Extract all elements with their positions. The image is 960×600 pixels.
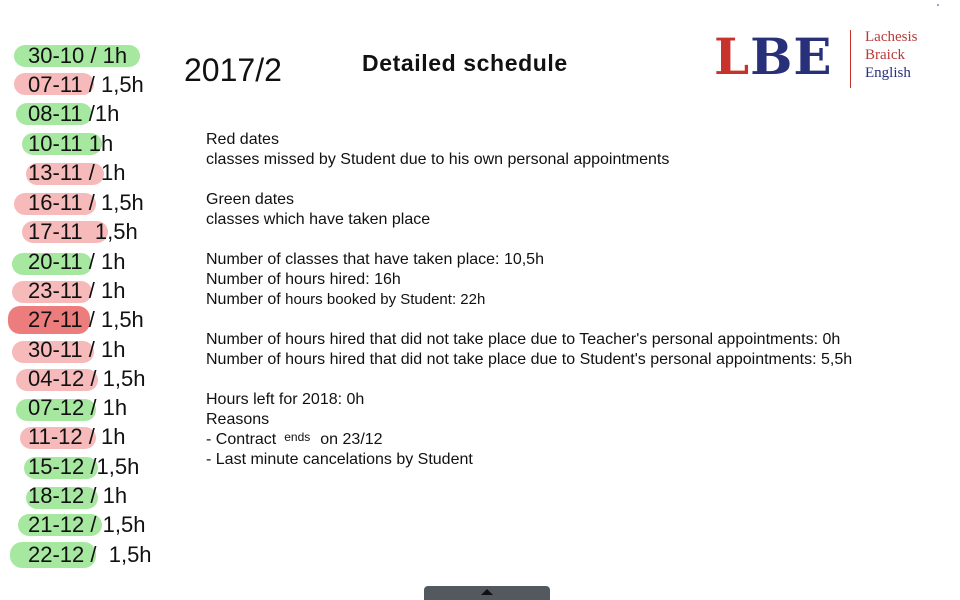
schedule-entry: 23-11 / 1h xyxy=(28,278,126,303)
logo-wordmark xyxy=(865,28,917,82)
schedule-entry: 27-11 / 1,5h xyxy=(28,307,144,332)
logo-word-lachesis: Lachesis xyxy=(865,29,918,45)
schedule-entry: 16-11 / 1,5h xyxy=(28,190,144,215)
schedule-entry: 15-12 /1,5h xyxy=(28,454,140,479)
stat-hours-hired: Number of hours hired: 16h xyxy=(206,271,401,288)
schedule-entry: 11-12 / 1h xyxy=(28,424,126,449)
schedule-entry: 08-11 /1h xyxy=(28,101,120,126)
red-dates-description: classes missed by Student due to his own personal appointments xyxy=(206,151,670,168)
schedule-entry: 10-11 1h xyxy=(28,131,114,156)
logo-letter-b: B xyxy=(750,27,794,86)
logo-word-english: English xyxy=(865,65,911,81)
schedule-entry: 18-12 / 1h xyxy=(28,483,128,508)
year-label: 2017/2 xyxy=(184,52,282,88)
stat-hours-booked-value: hours booked by Student: 22h xyxy=(285,291,486,308)
schedule-entry: 30-11 / 1h xyxy=(28,337,126,362)
logo-word-braick: Braick xyxy=(865,47,905,63)
red-dates-title: Red dates xyxy=(206,131,279,148)
corner-dot xyxy=(937,4,939,6)
schedule-entry: 30-10 / 1h xyxy=(28,43,128,68)
schedule-entry: 22-12 / 1,5h xyxy=(28,542,152,567)
reason-contract-c: on 23/12 xyxy=(320,431,383,448)
stat-hours-booked xyxy=(206,290,485,310)
schedule-entry: 21-12 / 1,5h xyxy=(28,512,146,537)
schedule-entry: 20-11 / 1h xyxy=(28,249,126,274)
lbe-logo xyxy=(714,28,934,90)
schedule-entry: 13-11 / 1h xyxy=(28,160,126,185)
schedule-entry: 07-12 / 1h xyxy=(28,395,128,420)
green-dates-title: Green dates xyxy=(206,191,295,208)
stat-hours-booked-prefix: Number of xyxy=(206,291,281,308)
reason-contract xyxy=(206,430,383,450)
logo-mark xyxy=(714,28,833,86)
hours-left: Hours left for 2018: 0h xyxy=(206,391,365,408)
stat-teacher-missed: Number of hours hired that did not take place due to Teacher's personal appointments: 0h xyxy=(206,331,841,348)
schedule-list xyxy=(0,0,190,580)
logo-divider xyxy=(850,30,851,88)
schedule-entry: 04-12 / 1,5h xyxy=(28,366,146,391)
logo-letter-e: E xyxy=(793,27,833,86)
schedule-entry: 17-11 1,5h xyxy=(28,219,138,244)
reason-cancelations: - Last minute cancelations by Student xyxy=(206,451,473,468)
caret-up-icon xyxy=(481,589,493,595)
stat-classes-taken: Number of classes that have taken place: 10,5h xyxy=(206,251,544,268)
expand-panel-tab[interactable] xyxy=(424,586,550,600)
green-dates-description: classes which have taken place xyxy=(206,211,431,228)
reason-contract-b: ends xyxy=(284,430,311,444)
reasons-title: Reasons xyxy=(206,411,270,428)
reason-contract-a: - Contract xyxy=(206,431,277,448)
schedule-entry: 07-11 / 1,5h xyxy=(28,72,144,97)
stat-student-missed: Number of hours hired that did not take place due to Student's personal appointments: 5,5h xyxy=(206,351,853,368)
logo-letter-l: L xyxy=(714,27,751,86)
page-title: Detailed schedule xyxy=(362,50,568,76)
